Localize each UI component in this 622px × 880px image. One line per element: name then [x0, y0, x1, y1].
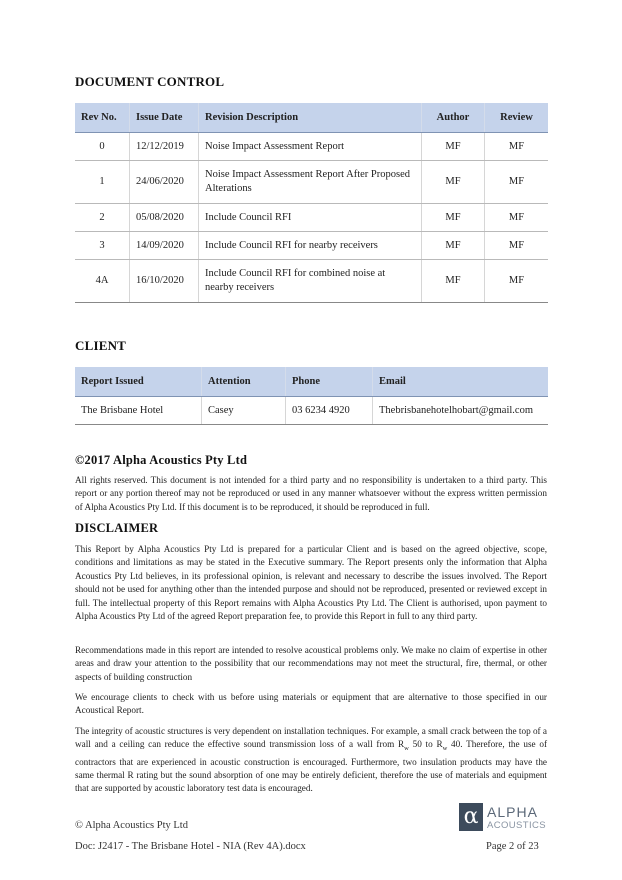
disclaimer-paragraph-2: Recommendations made in this report are intended to resolve acoustical problems only. We make no claim of expertise in other areas and draw your attention to the possibility that our recommendations may not meet the structural, fire, thermal, or other aspects of building construction	[75, 645, 547, 682]
cell-attention: Casey	[202, 397, 286, 425]
cell-desc: Include Council RFI for combined noise at nearby receivers	[199, 260, 422, 303]
cell-author: MF	[422, 204, 485, 232]
col-revision-description: Revision Description	[199, 103, 422, 133]
cell-rev: 0	[75, 133, 130, 161]
cell-desc: Include Council RFI	[199, 204, 422, 232]
cell-date: 12/12/2019	[130, 133, 199, 161]
table-header-row	[75, 367, 548, 397]
cell-review: MF	[485, 161, 549, 204]
footer-doc-name: Doc: J2417 - The Brisbane Hotel - NIA (Rev 4A).docx	[75, 841, 306, 852]
col-phone: Phone	[286, 367, 373, 397]
cell-review: MF	[485, 133, 549, 161]
table-header-row	[75, 103, 548, 133]
footer-page-number: Page 2 of 23	[486, 841, 539, 852]
table-row	[75, 397, 548, 425]
table-row	[75, 232, 548, 260]
cell-rev: 3	[75, 232, 130, 260]
p4-subscript-1: w	[404, 745, 409, 753]
client-table	[75, 367, 548, 425]
logo-text-alpha: ALPHA	[487, 804, 538, 820]
cell-review: MF	[485, 260, 549, 303]
disclaimer-paragraph-3: We encourage clients to check with us before using materials or equipment that are alternative to those specified in our Acoustical Report.	[75, 692, 547, 716]
footer-copyright: © Alpha Acoustics Pty Ltd	[75, 820, 188, 831]
p4-part-a: The integrity of acoustic structures is very dependent on installation techniques. For example, a small crack between the top of a wall and a ceiling can reduce the effective sound transmission loss of a wall from R	[75, 726, 547, 750]
cell-author: MF	[422, 161, 485, 204]
p4-subscript-2: w	[442, 745, 448, 753]
cell-rev: 1	[75, 161, 130, 204]
table-row	[75, 260, 548, 303]
cell-date: 16/10/2020	[130, 260, 199, 303]
cell-date: 14/09/2020	[130, 232, 199, 260]
disclaimer-heading: DISCLAIMER	[75, 521, 159, 535]
col-rev-no: Rev No.	[75, 103, 130, 133]
cell-author: MF	[422, 133, 485, 161]
disclaimer-paragraph-1: This Report by Alpha Acoustics Pty Ltd is prepared for a particular Client and is based on the agreed objective, scope, conditions and limitations as may be stated in the Executive summary. The Report presents only the information that Alpha Acoustics Pty Ltd believes, in its professional opinion, is relevant and necessary to describe the issues involved. The Report should not be used for anything other than the intended purpose and should not be reproduced, presented or reviewed except in full. The intellectual property of this Report remains with Alpha Acoustics Pty Ltd. The Client is authorised, upon payment to Alpha Acoustics Pty Ltd of the agreed Report preparation fee, to provide this Report in full to any third party.	[75, 544, 547, 622]
p4-part-b: 50 to R	[408, 739, 443, 750]
document-control-heading: DOCUMENT CONTROL	[75, 74, 225, 89]
client-heading: CLIENT	[75, 338, 127, 353]
col-review: Review	[485, 103, 549, 133]
cell-review: MF	[485, 232, 549, 260]
cell-rev: 2	[75, 204, 130, 232]
copyright-heading: ©2017 Alpha Acoustics Pty Ltd	[75, 453, 248, 467]
col-author: Author	[422, 103, 485, 133]
col-email: Email	[373, 367, 549, 397]
col-attention: Attention	[202, 367, 286, 397]
table-row	[75, 204, 548, 232]
disclaimer-paragraph-4	[75, 725, 547, 796]
cell-desc: Include Council RFI for nearby receivers	[199, 232, 422, 260]
cell-desc: Noise Impact Assessment Report After Proposed Alterations	[199, 161, 422, 204]
cell-phone: 03 6234 4920	[286, 397, 373, 425]
cell-email: Thebrisbanehotelhobart@gmail.com	[373, 397, 549, 425]
cell-author: MF	[422, 260, 485, 303]
col-issue-date: Issue Date	[130, 103, 199, 133]
cell-review: MF	[485, 204, 549, 232]
cell-date: 05/08/2020	[130, 204, 199, 232]
logo-text-acoustics: ACOUSTICS	[487, 820, 547, 831]
document-control-table	[75, 103, 548, 303]
copyright-text: All rights reserved. This document is not intended for a third party and no responsibility is undertaken to a third party. This report or any portion thereof may not be reproduced or used in any manner whatsoever without the express written permission of Alpha Acoustics Pty Ltd. If this document is to be reproduced, it should be reproduced in full.	[75, 475, 547, 512]
p4-part-c: 40. Therefore, the use of contractors that are experienced in acoustic construction is encouraged. Furthermore, two insulation products may have the same thermal R rating but the sound absorption of one may be entirely deficient, therefore the use of materials and equipment that are supported by acoustic laboratory test data is encouraged.	[75, 739, 548, 794]
cell-report-issued: The Brisbane Hotel	[75, 397, 202, 425]
alpha-logo-icon: α	[459, 803, 483, 831]
col-report-issued: Report Issued	[75, 367, 202, 397]
table-row	[75, 133, 548, 161]
cell-date: 24/06/2020	[130, 161, 199, 204]
cell-author: MF	[422, 232, 485, 260]
cell-desc: Noise Impact Assessment Report	[199, 133, 422, 161]
table-row	[75, 161, 548, 204]
alpha-acoustics-logo	[459, 803, 551, 833]
cell-rev: 4A	[75, 260, 130, 303]
